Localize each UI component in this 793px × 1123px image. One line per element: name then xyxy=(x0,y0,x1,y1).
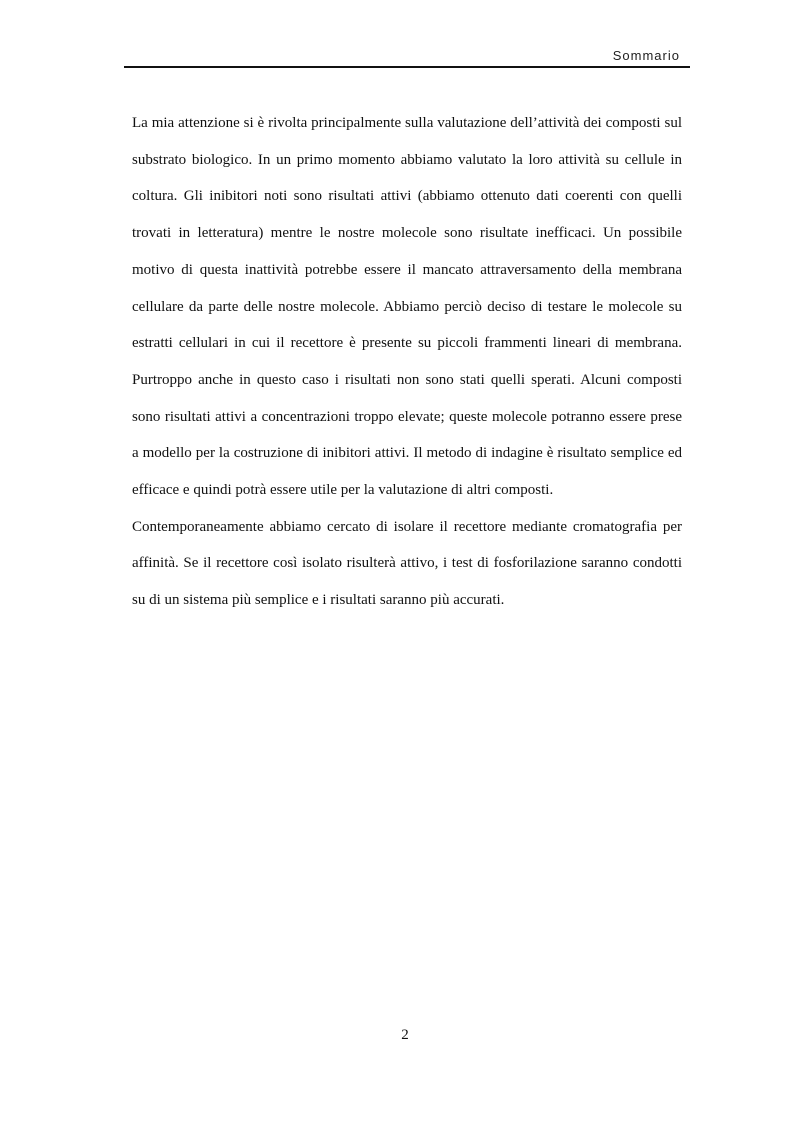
page-number: 2 xyxy=(401,1027,409,1043)
paragraph: Contemporaneamente abbiamo cercato di isolare il recettore mediante cromatografia per affinità. Se il recettore così isolato risulterà attivo, i test di fosforilazione saranno condotti su di un sistema più semplice e i risultati saranno più accurati. xyxy=(132,518,682,609)
running-header xyxy=(124,46,690,66)
section-title: Sommario xyxy=(612,48,680,63)
paragraph: La mia attenzione si è rivolta principalmente sulla valutazione dell’attività dei composti sul substrato biologico. In un primo momento abbiamo valutato la loro attività su cellule in coltura. Gli inibitori noti sono risultati attivi (abbiamo ottenuto dati coerenti con quelli trovati in letteratura) mentre le nostre molecole sono risultate inefficaci. Un possibile motivo di questa inattività potrebbe essere il mancato attraversamento della membrana cellulare da parte delle nostre molecole. Abbiamo perciò deciso di testare le molecole su estratti cellulari in cui il recettore è presente su piccoli frammenti lineari di membrana. Purtroppo anche in questo caso i risultati non sono stati quelli sperati. Alcuni composti sono risultati attivi a concentrazioni troppo elevate; queste molecole potranno essere prese a modello per la costruzione di inibitori attivi. Il metodo di indagine è risultato semplice ed efficace e quindi potrà essere utile per la valutazione di altri composti. xyxy=(132,115,682,499)
header-rule xyxy=(124,66,690,68)
body-text xyxy=(132,105,682,619)
